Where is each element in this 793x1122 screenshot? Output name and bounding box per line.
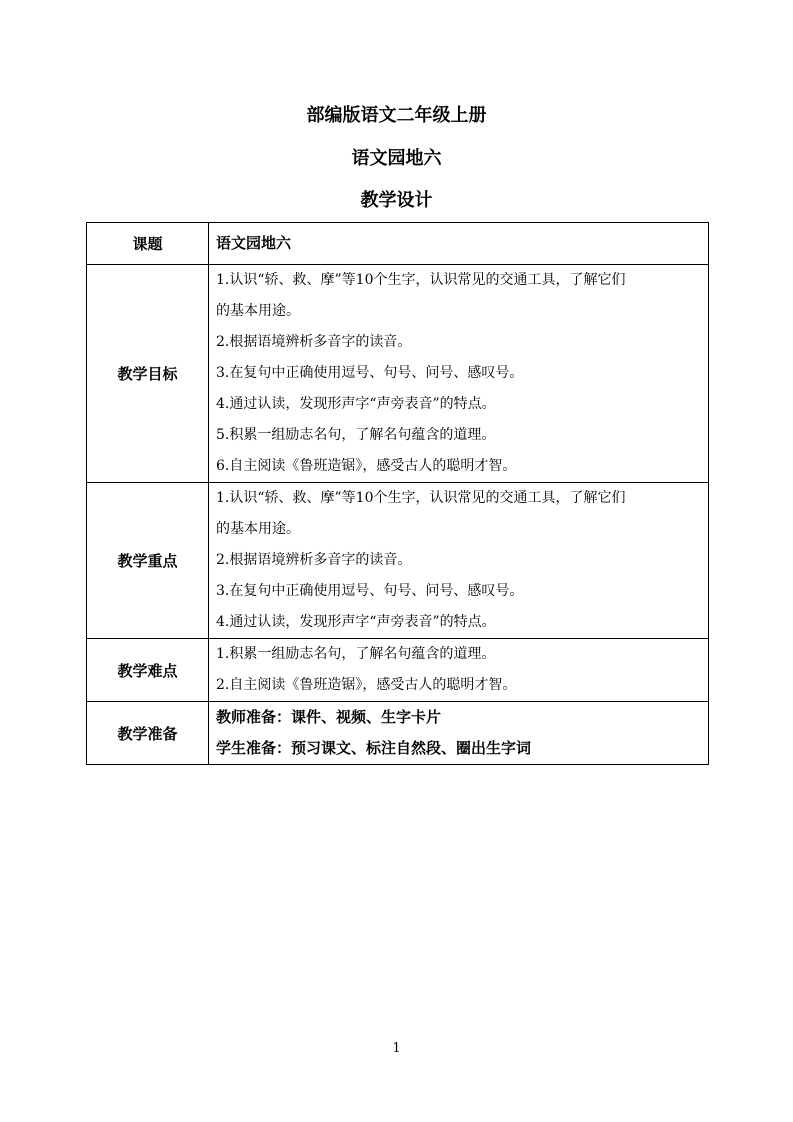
row-content — [209, 639, 709, 702]
row-label: 教学准备 — [87, 702, 209, 765]
content-line: 教师准备：课件、视频、生字卡片 — [216, 708, 442, 726]
content-line: 1.认识“轿、救、摩”等10个生字，认识常见的交通工具，了解它们 — [216, 272, 626, 288]
document-title: 部编版语文二年级上册 — [306, 105, 487, 126]
lesson-title: 语文园地六 — [351, 148, 442, 169]
row-content — [209, 223, 709, 265]
content-line: 3.在复句中正确使用逗号、句号、问号、感叹号。 — [216, 365, 524, 381]
row-content — [209, 265, 709, 483]
content-line: 3.在复句中正确使用逗号、句号、问号、感叹号。 — [216, 583, 524, 599]
lesson-plan-table — [86, 222, 709, 765]
row-label: 课题 — [87, 223, 209, 265]
content-line: 2.根据语境辨析多音字的读音。 — [216, 334, 412, 350]
row-content — [209, 702, 709, 765]
content-line: 的基本用途。 — [216, 521, 300, 537]
content-line: 2.根据语境辨析多音字的读音。 — [216, 552, 412, 568]
row-content — [209, 483, 709, 639]
content-line: 2.自主阅读《鲁班造锯》，感受古人的聪明才智。 — [216, 677, 517, 693]
content-line: 4.通过认读，发现形声字“声旁表音”的特点。 — [216, 614, 496, 630]
content-line: 1.积累一组励志名句，了解名句蕴含的道理。 — [216, 646, 496, 662]
content-line: 学生准备：预习课文、标注自然段、圈出生字词 — [216, 739, 532, 757]
content-line: 4.通过认读，发现形声字“声旁表音”的特点。 — [216, 396, 496, 412]
content-line: 5.积累一组励志名句，了解名句蕴含的道理。 — [216, 427, 496, 443]
table-row-key-points — [87, 483, 709, 639]
table-row-preparation — [87, 702, 709, 765]
content-line: 的基本用途。 — [216, 303, 300, 319]
content-line: 6.自主阅读《鲁班造锯》，感受古人的聪明才智。 — [216, 458, 517, 474]
row-label: 教学难点 — [87, 639, 209, 702]
content-line: 1.认识“轿、救、摩”等10个生字，认识常见的交通工具，了解它们 — [216, 490, 626, 506]
content-line: 语文园地六 — [216, 234, 292, 252]
row-label: 教学目标 — [87, 265, 209, 483]
table-row-objectives — [87, 265, 709, 483]
row-label: 教学重点 — [87, 483, 209, 639]
table-row-topic — [87, 223, 709, 265]
page-number: 1 — [392, 1041, 401, 1056]
table-row-difficulties — [87, 639, 709, 702]
document-subtitle: 教学设计 — [360, 190, 433, 211]
